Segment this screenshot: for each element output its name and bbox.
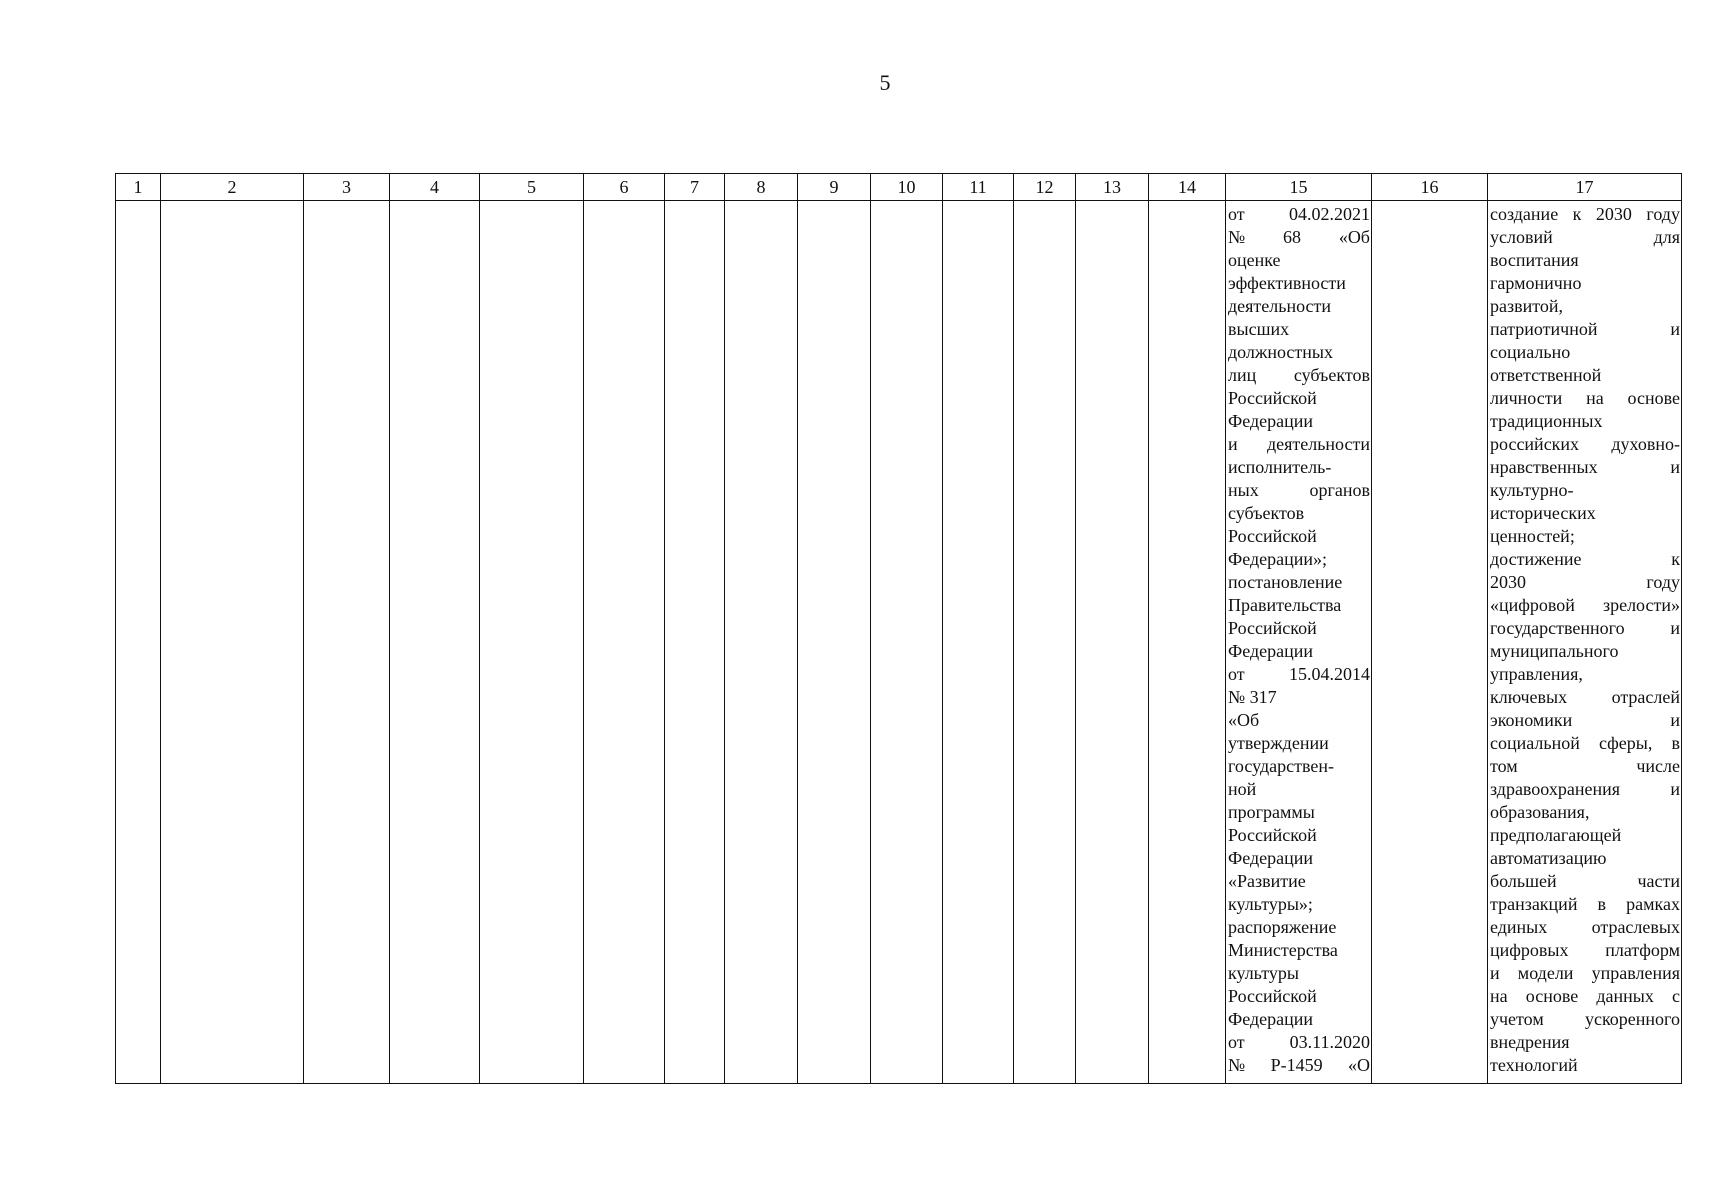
text-line [1228, 410, 1370, 433]
header-cell: 2 [161, 174, 304, 201]
text-line [1490, 916, 1680, 939]
text-line [1228, 272, 1370, 295]
text-line [1228, 456, 1370, 479]
text-word: платформ [1605, 940, 1680, 960]
text-word: Федерации [1228, 411, 1314, 431]
text-word: 03.11.2020 [1289, 1032, 1370, 1052]
empty-cell [798, 201, 871, 1084]
header-cell: 10 [871, 174, 943, 201]
text-word: большей [1490, 871, 1557, 891]
text-word: деятельности [1266, 434, 1370, 454]
text-word: традиционных [1490, 411, 1603, 431]
text-word: создание [1490, 204, 1559, 224]
text-line [1228, 686, 1370, 709]
text-word: Российской [1228, 388, 1317, 408]
text-line [1490, 272, 1680, 295]
text-line [1228, 893, 1370, 916]
text-word: исторических [1490, 503, 1596, 523]
text-line [1490, 318, 1680, 341]
text-line [1490, 709, 1680, 732]
text-word: в [1671, 733, 1680, 753]
text-line [1228, 709, 1370, 732]
text-word: эффективности [1228, 273, 1346, 293]
text-line [1490, 548, 1680, 571]
text-line [1490, 341, 1680, 364]
header-cell: 16 [1372, 174, 1488, 201]
text-line [1228, 663, 1370, 686]
text-line [1228, 824, 1370, 847]
text-word: ных [1228, 480, 1259, 500]
header-cell: 1 [116, 174, 161, 201]
text-line [1490, 617, 1680, 640]
text-word: учетом [1490, 1009, 1544, 1029]
text-line [1228, 341, 1370, 364]
text-line [1228, 364, 1370, 387]
header-cell: 17 [1488, 174, 1682, 201]
text-line [1228, 640, 1370, 663]
text-word: ценностей; [1490, 526, 1575, 546]
text-word: Федерации [1228, 848, 1314, 868]
text-line [1228, 847, 1370, 870]
text-line [1490, 1054, 1680, 1077]
text-word: муниципального [1490, 641, 1619, 661]
text-word: распоряжение [1228, 917, 1337, 937]
text-line [1490, 433, 1680, 456]
header-cell: 15 [1226, 174, 1372, 201]
text-word: году [1646, 204, 1680, 224]
text-word: основе [1525, 986, 1579, 1006]
text-word: от [1228, 1032, 1245, 1052]
text-line [1490, 387, 1680, 410]
text-line [1490, 502, 1680, 525]
text-line [1228, 985, 1370, 1008]
text-line [1228, 433, 1370, 456]
text-word: субъектов [1293, 365, 1370, 385]
header-cell: 9 [798, 174, 871, 201]
text-line [1228, 525, 1370, 548]
text-line [1228, 318, 1370, 341]
text-word: деятельности [1228, 296, 1332, 316]
text-word: 2030 [1595, 204, 1632, 224]
text-line [1228, 594, 1370, 617]
text-line [1490, 801, 1680, 824]
text-word: должностных [1228, 342, 1334, 362]
empty-cell [584, 201, 665, 1084]
col15-cell [1226, 201, 1372, 1084]
empty-cell [1014, 201, 1076, 1084]
text-word: в [1597, 894, 1607, 914]
text-word: на [1490, 986, 1508, 1006]
text-word: гармонично [1490, 273, 1582, 293]
text-word: и [1670, 319, 1680, 339]
text-line [1490, 249, 1680, 272]
text-word: и [1228, 434, 1238, 454]
text-line [1490, 663, 1680, 686]
text-word: Российской [1228, 986, 1317, 1006]
text-line [1490, 203, 1680, 226]
empty-cell [116, 201, 161, 1084]
text-word: части [1637, 871, 1680, 891]
empty-cell [1372, 201, 1488, 1084]
text-line [1490, 1031, 1680, 1054]
text-word: отраслевых [1591, 917, 1680, 937]
text-word: автоматизацию [1490, 848, 1607, 868]
text-word: условий [1490, 227, 1553, 247]
text-word: основе [1627, 388, 1680, 408]
header-cell: 7 [665, 174, 725, 201]
text-word: патриотичной [1490, 319, 1598, 339]
text-word: цифровых [1490, 940, 1569, 960]
text-word: государственного [1490, 618, 1625, 638]
text-word: «Развитие [1228, 871, 1306, 891]
col17-cell [1488, 201, 1682, 1084]
text-word: субъектов [1228, 503, 1305, 523]
header-cell: 13 [1076, 174, 1149, 201]
text-word: том [1490, 756, 1518, 776]
text-word: № 317 [1228, 687, 1277, 707]
text-line [1228, 387, 1370, 410]
empty-cell [480, 201, 584, 1084]
text-word: предполагающей [1490, 825, 1622, 845]
text-word: и [1670, 710, 1680, 730]
text-word: транзакций [1490, 894, 1578, 914]
text-word: ускоренного [1584, 1009, 1680, 1029]
text-line [1490, 962, 1680, 985]
text-word: зрелости» [1602, 595, 1680, 615]
text-word: Министерства [1228, 940, 1338, 960]
text-word: государствен- [1228, 756, 1335, 776]
text-word: ной [1228, 779, 1257, 799]
text-word: культуры [1228, 963, 1299, 983]
text-line [1490, 939, 1680, 962]
text-word: сферы, [1598, 733, 1653, 753]
text-word: 04.02.2021 [1289, 204, 1370, 224]
text-line [1490, 410, 1680, 433]
text-word: Федерации»; [1228, 549, 1328, 569]
text-word: и [1670, 457, 1680, 477]
text-line [1228, 502, 1370, 525]
text-word: отраслей [1611, 687, 1680, 707]
text-word: рамках [1626, 894, 1680, 914]
text-line [1490, 893, 1680, 916]
text-line [1490, 479, 1680, 502]
empty-cell [943, 201, 1014, 1084]
text-word: исполнитель- [1228, 457, 1332, 477]
text-word: «Об [1338, 227, 1370, 247]
text-word: Правительства [1228, 595, 1342, 615]
text-word: управления [1591, 963, 1680, 983]
text-line [1228, 295, 1370, 318]
text-line [1228, 203, 1370, 226]
text-line [1228, 226, 1370, 249]
text-line [1228, 617, 1370, 640]
text-word: на [1586, 388, 1604, 408]
text-line [1490, 594, 1680, 617]
text-word: единых [1490, 917, 1548, 937]
text-line [1490, 525, 1680, 548]
text-line [1228, 755, 1370, 778]
text-word: достижение [1490, 549, 1582, 569]
text-word: технологий [1490, 1055, 1578, 1075]
text-word: Федерации [1228, 1009, 1314, 1029]
text-line [1490, 456, 1680, 479]
text-word: «О [1347, 1055, 1370, 1075]
header-row [116, 174, 1682, 201]
text-line [1490, 985, 1680, 1008]
text-word: Федерации [1228, 641, 1314, 661]
empty-cell [161, 201, 304, 1084]
text-word: нравственных [1490, 457, 1598, 477]
text-word: Р-1459 [1270, 1055, 1323, 1075]
text-line [1228, 1054, 1370, 1077]
page-number: 5 [879, 70, 891, 95]
text-word: духовно- [1611, 434, 1680, 454]
text-word: лиц [1228, 365, 1257, 385]
text-line [1490, 1008, 1680, 1031]
text-line [1228, 870, 1370, 893]
text-line [1228, 939, 1370, 962]
empty-cell [1076, 201, 1149, 1084]
text-line [1490, 686, 1680, 709]
text-word: к [1671, 549, 1680, 569]
text-word: программы [1228, 802, 1315, 822]
text-word: экономики [1490, 710, 1573, 730]
text-word: личности [1490, 388, 1563, 408]
text-line [1228, 962, 1370, 985]
text-line [1490, 640, 1680, 663]
header-cell: 6 [584, 174, 665, 201]
text-word: модели [1517, 963, 1574, 983]
text-word: для [1653, 227, 1680, 247]
text-line [1490, 847, 1680, 870]
text-line [1490, 571, 1680, 594]
header-cell: 4 [390, 174, 480, 201]
text-word: № [1228, 227, 1246, 247]
text-line [1228, 1008, 1370, 1031]
text-word: и [1670, 618, 1680, 638]
text-line [1228, 249, 1370, 272]
text-word: от [1228, 204, 1245, 224]
text-line [1490, 824, 1680, 847]
text-word: «цифровой [1490, 595, 1575, 615]
header-cell: 14 [1149, 174, 1226, 201]
header-cell: 3 [304, 174, 390, 201]
text-word: органов [1309, 480, 1370, 500]
text-line [1490, 755, 1680, 778]
main-table [115, 173, 1682, 1084]
text-line [1490, 870, 1680, 893]
text-word: управления, [1490, 664, 1583, 684]
text-word: культурно- [1490, 480, 1574, 500]
text-word: внедрения [1490, 1032, 1570, 1052]
text-word: к [1572, 204, 1582, 224]
text-line [1490, 732, 1680, 755]
text-word: 15.04.2014 [1289, 664, 1370, 684]
text-line [1228, 778, 1370, 801]
text-line [1228, 571, 1370, 594]
text-word: 68 [1283, 227, 1301, 247]
header-cell: 8 [725, 174, 798, 201]
text-line [1228, 1031, 1370, 1054]
text-line [1490, 295, 1680, 318]
text-word: ответственной [1490, 365, 1602, 385]
text-word: данных [1596, 986, 1654, 1006]
text-word: высших [1228, 319, 1290, 339]
text-word: и [1490, 963, 1500, 983]
text-word: Российской [1228, 618, 1317, 638]
empty-cell [725, 201, 798, 1084]
text-word: и [1670, 779, 1680, 799]
text-line [1490, 778, 1680, 801]
text-word: № [1228, 1055, 1246, 1075]
text-word: образования, [1490, 802, 1590, 822]
text-word: утверждении [1228, 733, 1329, 753]
text-line [1228, 479, 1370, 502]
empty-cell [871, 201, 943, 1084]
text-word: числе [1636, 756, 1680, 776]
empty-cell [1149, 201, 1226, 1084]
table-row [116, 201, 1682, 1084]
text-word: здравоохранения [1490, 779, 1621, 799]
empty-cell [304, 201, 390, 1084]
header-cell: 11 [943, 174, 1014, 201]
header-cell: 12 [1014, 174, 1076, 201]
header-cell: 5 [480, 174, 584, 201]
text-word: 2030 [1490, 572, 1526, 592]
text-line [1228, 916, 1370, 939]
text-word: культуры»; [1228, 894, 1313, 914]
text-word: социальной [1490, 733, 1580, 753]
text-line [1490, 226, 1680, 249]
text-word: российских [1490, 434, 1580, 454]
text-word: постановление [1228, 572, 1343, 592]
col15-text [1226, 201, 1371, 1077]
text-word: воспитания [1490, 250, 1579, 270]
text-word: «Об [1228, 710, 1260, 730]
col17-text [1488, 201, 1681, 1077]
text-word: Российской [1228, 825, 1317, 845]
text-word: от [1228, 664, 1245, 684]
text-word: ключевых [1490, 687, 1568, 707]
text-word: с [1671, 986, 1680, 1006]
text-word: социально [1490, 342, 1571, 362]
text-word: Российской [1228, 526, 1317, 546]
text-line [1228, 732, 1370, 755]
text-word: году [1646, 572, 1680, 592]
text-word: оценке [1228, 250, 1281, 270]
text-word: развитой, [1490, 296, 1563, 316]
empty-cell [665, 201, 725, 1084]
text-line [1490, 364, 1680, 387]
text-line [1228, 801, 1370, 824]
text-line [1228, 548, 1370, 571]
empty-cell [390, 201, 480, 1084]
